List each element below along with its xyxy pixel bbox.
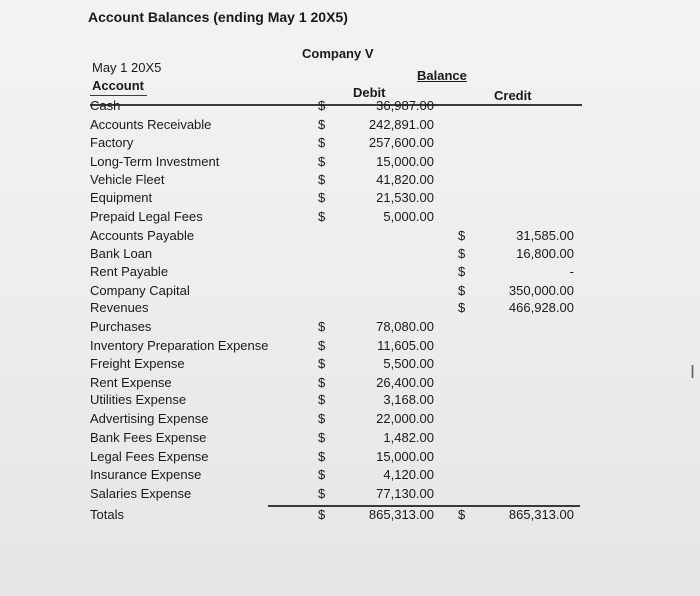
debit-dollar-sign: $ xyxy=(318,98,326,113)
debit-value: 26,400.00 xyxy=(376,375,434,390)
debit-dollar-sign: $ xyxy=(318,135,326,150)
debit-dollar-sign: $ xyxy=(318,392,326,407)
debit-dollar-sign: $ xyxy=(318,449,326,464)
credit-dollar-sign: $ xyxy=(458,300,466,315)
debit-dollar-sign: $ xyxy=(318,486,326,501)
table-row xyxy=(0,486,700,504)
debit-value: 1,482.00 xyxy=(383,430,434,445)
credit-dollar-sign: $ xyxy=(458,264,466,279)
account-name: Equipment xyxy=(90,190,153,205)
debit-value: 257,600.00 xyxy=(368,135,434,150)
table-row xyxy=(0,117,700,135)
account-name: Long-Term Investment xyxy=(90,154,220,169)
debit-value: 5,000.00 xyxy=(383,209,434,224)
credit-dollar-sign: $ xyxy=(458,283,466,298)
credit-column-header: Credit xyxy=(494,88,532,103)
debit-value: 4,120.00 xyxy=(383,467,434,482)
credit-value: 16,800.00 xyxy=(516,246,574,261)
table-row xyxy=(0,246,700,264)
table-row xyxy=(0,154,700,172)
credit-value: 865,313.00 xyxy=(508,507,574,522)
credit-dollar-sign: $ xyxy=(458,228,466,243)
debit-value: 242,891.00 xyxy=(368,117,434,132)
table-row xyxy=(0,338,700,356)
account-name: Company Capital xyxy=(90,283,190,298)
table-row xyxy=(0,430,700,448)
debit-dollar-sign: $ xyxy=(318,172,326,187)
credit-value: 350,000.00 xyxy=(508,283,574,298)
account-name: Vehicle Fleet xyxy=(90,172,165,187)
account-name: Insurance Expense xyxy=(90,467,202,482)
account-header-underline xyxy=(90,95,147,96)
account-name: Advertising Expense xyxy=(90,411,209,426)
text-cursor-icon: I xyxy=(690,362,696,382)
table-row xyxy=(0,300,700,318)
account-name: Utilities Expense xyxy=(90,392,187,407)
table-row xyxy=(0,411,700,429)
debit-dollar-sign: $ xyxy=(318,375,326,390)
company-name: Company V xyxy=(302,46,374,61)
table-row xyxy=(0,135,700,153)
debit-value: 3,168.00 xyxy=(383,392,434,407)
debit-value: 15,000.00 xyxy=(376,154,434,169)
table-row xyxy=(0,283,700,301)
account-name: Bank Loan xyxy=(90,246,153,261)
debit-dollar-sign: $ xyxy=(318,117,326,132)
debit-value: 21,530.00 xyxy=(376,190,434,205)
balance-header: Balance xyxy=(417,68,467,83)
account-name: Freight Expense xyxy=(90,356,185,371)
table-row xyxy=(0,264,700,282)
table-row xyxy=(0,356,700,374)
account-name: Rent Expense xyxy=(90,375,172,390)
account-name: Cash xyxy=(90,98,121,113)
debit-dollar-sign: $ xyxy=(318,507,326,522)
report-date: May 1 20X5 xyxy=(92,60,162,75)
account-name: Bank Fees Expense xyxy=(90,430,207,445)
account-name: Accounts Receivable xyxy=(90,117,212,132)
debit-dollar-sign: $ xyxy=(318,411,326,426)
table-row xyxy=(0,319,700,337)
table-row xyxy=(0,467,700,485)
table-row xyxy=(0,507,700,525)
account-name: Revenues xyxy=(90,300,149,315)
debit-dollar-sign: $ xyxy=(318,319,326,334)
debit-dollar-sign: $ xyxy=(318,154,326,169)
credit-dollar-sign: $ xyxy=(458,507,466,522)
debit-value: 41,820.00 xyxy=(376,172,434,187)
table-row xyxy=(0,172,700,190)
account-name: Salaries Expense xyxy=(90,486,192,501)
account-name: Inventory Preparation Expense xyxy=(90,338,269,353)
debit-dollar-sign: $ xyxy=(318,356,326,371)
account-name: Legal Fees Expense xyxy=(90,449,209,464)
account-name: Rent Payable xyxy=(90,264,169,279)
credit-value: 466,928.00 xyxy=(508,300,574,315)
debit-dollar-sign: $ xyxy=(318,467,326,482)
debit-value: 865,313.00 xyxy=(368,507,434,522)
debit-value: 78,080.00 xyxy=(376,319,434,334)
debit-dollar-sign: $ xyxy=(318,338,326,353)
table-row xyxy=(0,98,700,116)
debit-dollar-sign: $ xyxy=(318,190,326,205)
debit-value: 5,500.00 xyxy=(383,356,434,371)
credit-dollar-sign: $ xyxy=(458,246,466,261)
page-title: Account Balances (ending May 1 20X5) xyxy=(88,9,348,25)
debit-value: 15,000.00 xyxy=(376,449,434,464)
account-name: Purchases xyxy=(90,319,152,334)
debit-dollar-sign: $ xyxy=(318,209,326,224)
account-name: Factory xyxy=(90,135,134,150)
table-row xyxy=(0,209,700,227)
debit-value: 11,605.00 xyxy=(377,338,434,353)
debit-column-header: Debit xyxy=(353,85,386,100)
table-row xyxy=(0,375,700,393)
credit-value: 31,585.00 xyxy=(516,228,574,243)
table-row xyxy=(0,392,700,410)
debit-value: 22,000.00 xyxy=(376,411,434,426)
account-name: Prepaid Legal Fees xyxy=(90,209,203,224)
table-row xyxy=(0,190,700,208)
debit-value: 77,130.00 xyxy=(376,486,434,501)
debit-dollar-sign: $ xyxy=(318,430,326,445)
credit-value: - xyxy=(569,264,574,279)
account-column-header: Account xyxy=(92,78,144,93)
account-name: Totals xyxy=(90,507,124,522)
debit-value: 36,987.00 xyxy=(376,98,434,113)
account-name: Accounts Payable xyxy=(90,228,195,243)
table-row xyxy=(0,449,700,467)
table-row xyxy=(0,228,700,246)
